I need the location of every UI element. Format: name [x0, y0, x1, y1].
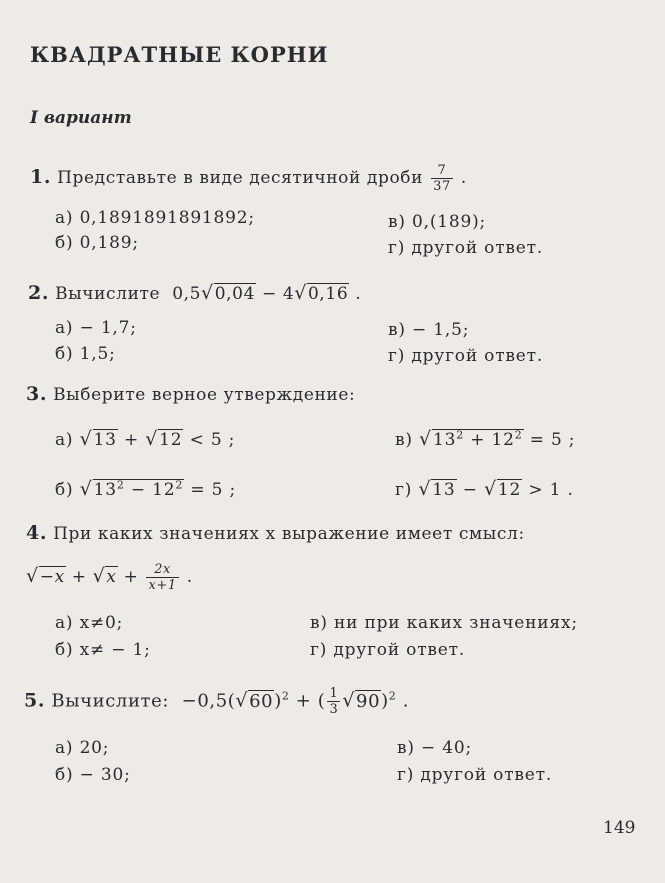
q1-option-a[interactable]: а) 0,1891891891892;	[55, 208, 255, 228]
q1-option-b[interactable]: б) 0,189;	[55, 233, 139, 253]
option-label: б)	[55, 480, 74, 500]
radicand: 0,16	[308, 284, 349, 304]
base: 13	[432, 430, 457, 450]
q2-option-b[interactable]: б) 1,5;	[55, 344, 116, 364]
q2-option-a[interactable]: а) − 1,7;	[55, 318, 137, 338]
q3-option-v[interactable]	[395, 428, 575, 450]
operator: − 12	[130, 480, 176, 500]
question-1	[30, 163, 467, 194]
question-4	[26, 522, 525, 544]
q4-option-a[interactable]: а) x≠0;	[55, 613, 124, 633]
radicand: 90	[356, 690, 381, 712]
q1-option-v[interactable]: в) 0,(189);	[388, 212, 487, 232]
exponent: 2	[388, 689, 397, 703]
question-5-tail: .	[402, 690, 410, 712]
exponent: 2	[456, 428, 464, 442]
operator: +	[123, 430, 140, 450]
exponent: 2	[281, 689, 290, 703]
q5-option-v[interactable]: в) − 40;	[397, 738, 473, 758]
exponent: 2	[116, 478, 125, 492]
option-label: г)	[395, 480, 413, 500]
question-3-text: Выберите верное утверждение:	[53, 385, 356, 405]
question-5-number: 5.	[24, 689, 46, 712]
q5-option-b[interactable]: б) − 30;	[55, 765, 131, 785]
q5-option-a[interactable]: а) 20;	[55, 738, 110, 758]
question-4-number: 4.	[26, 522, 48, 544]
sqrt-icon: √	[419, 428, 432, 450]
base: 13	[93, 480, 117, 500]
q1-option-g[interactable]: г) другой ответ.	[388, 238, 544, 258]
radicand: 0,04	[214, 284, 256, 304]
question-2-coef: 0,5	[172, 284, 202, 304]
question-3-number: 3.	[26, 383, 48, 405]
fraction-numerator: 2x	[146, 562, 178, 578]
exponent: 2	[514, 428, 523, 442]
radicand: 13	[93, 430, 117, 450]
q2-option-g[interactable]: г) другой ответ.	[388, 346, 544, 366]
fraction-denominator: 37	[433, 179, 451, 194]
q4-option-g[interactable]: г) другой ответ.	[310, 640, 466, 660]
question-4-tail: .	[186, 567, 193, 587]
sqrt-icon: √	[201, 282, 214, 304]
radicand: 12	[497, 480, 522, 500]
comparison: < 5 ;	[189, 430, 236, 450]
radicand: −x	[39, 567, 65, 587]
question-4-text: При каких значениях x выражение имеет смысл:	[53, 524, 525, 544]
expression-part: )	[381, 690, 389, 712]
sqrt-icon: √	[294, 282, 308, 304]
operator: + 12	[470, 430, 515, 450]
expression-part: −0,5(	[181, 690, 236, 712]
sqrt-icon: √	[79, 478, 93, 500]
question-5-text: Вычислите:	[51, 690, 170, 712]
operator: +	[71, 567, 87, 587]
fraction-numerator: 7	[431, 163, 453, 179]
sqrt-icon: √	[145, 428, 159, 450]
radicand: 13	[432, 480, 456, 500]
question-4-expression	[26, 562, 193, 593]
radicand	[93, 479, 185, 500]
radicand	[432, 429, 524, 450]
fraction-numerator: 1	[329, 686, 339, 701]
q4-option-b[interactable]: б) x≠ − 1;	[55, 640, 151, 660]
expression-part: )	[274, 690, 282, 712]
question-5-fraction	[327, 686, 340, 717]
page-title: КВАДРАТНЫЕ КОРНИ	[30, 42, 329, 67]
comparison: > 1 .	[528, 480, 574, 500]
question-2	[28, 282, 361, 304]
option-label: в)	[395, 430, 413, 450]
radicand: x	[106, 567, 117, 587]
question-3	[26, 383, 355, 405]
question-5	[24, 686, 409, 717]
fraction-denominator: 3	[329, 702, 339, 717]
expression-part: + (	[295, 690, 326, 712]
fraction-denominator: x+1	[148, 578, 177, 593]
question-1-fraction	[431, 163, 453, 194]
question-2-number: 2.	[28, 282, 50, 304]
sqrt-icon: √	[342, 689, 356, 712]
question-2-minus: − 4	[262, 284, 295, 304]
q3-option-g[interactable]	[395, 478, 574, 500]
question-2-text: Вычислите	[55, 284, 161, 304]
page-number: 149	[603, 818, 636, 838]
sqrt-icon: √	[484, 478, 497, 500]
sqrt-icon: √	[418, 478, 432, 500]
question-4-fraction	[146, 562, 178, 593]
question-2-tail: .	[355, 284, 362, 304]
operator: −	[462, 480, 478, 500]
question-1-tail: .	[460, 168, 467, 188]
option-label: а)	[55, 430, 74, 450]
radicand: 12	[159, 430, 183, 450]
exponent: 2	[175, 478, 184, 492]
sqrt-icon: √	[79, 428, 93, 450]
question-1-text: Представьте в виде десятичной дроби	[57, 168, 424, 188]
sqrt-icon: √	[235, 689, 249, 712]
q5-option-g[interactable]: г) другой ответ.	[397, 765, 553, 785]
sqrt-icon: √	[92, 565, 106, 587]
q4-option-v[interactable]: в) ни при каких значениях;	[310, 613, 578, 633]
variant-heading: I вариант	[30, 108, 132, 128]
sqrt-icon: √	[26, 565, 39, 587]
radicand: 60	[249, 690, 274, 712]
question-1-number: 1.	[30, 166, 52, 188]
q3-option-a[interactable]	[55, 428, 235, 450]
comparison: = 5 ;	[190, 480, 236, 500]
comparison: = 5 ;	[529, 430, 576, 450]
q2-option-v[interactable]: в) − 1,5;	[388, 320, 470, 340]
q3-option-b[interactable]	[55, 478, 236, 500]
operator: +	[123, 567, 139, 587]
